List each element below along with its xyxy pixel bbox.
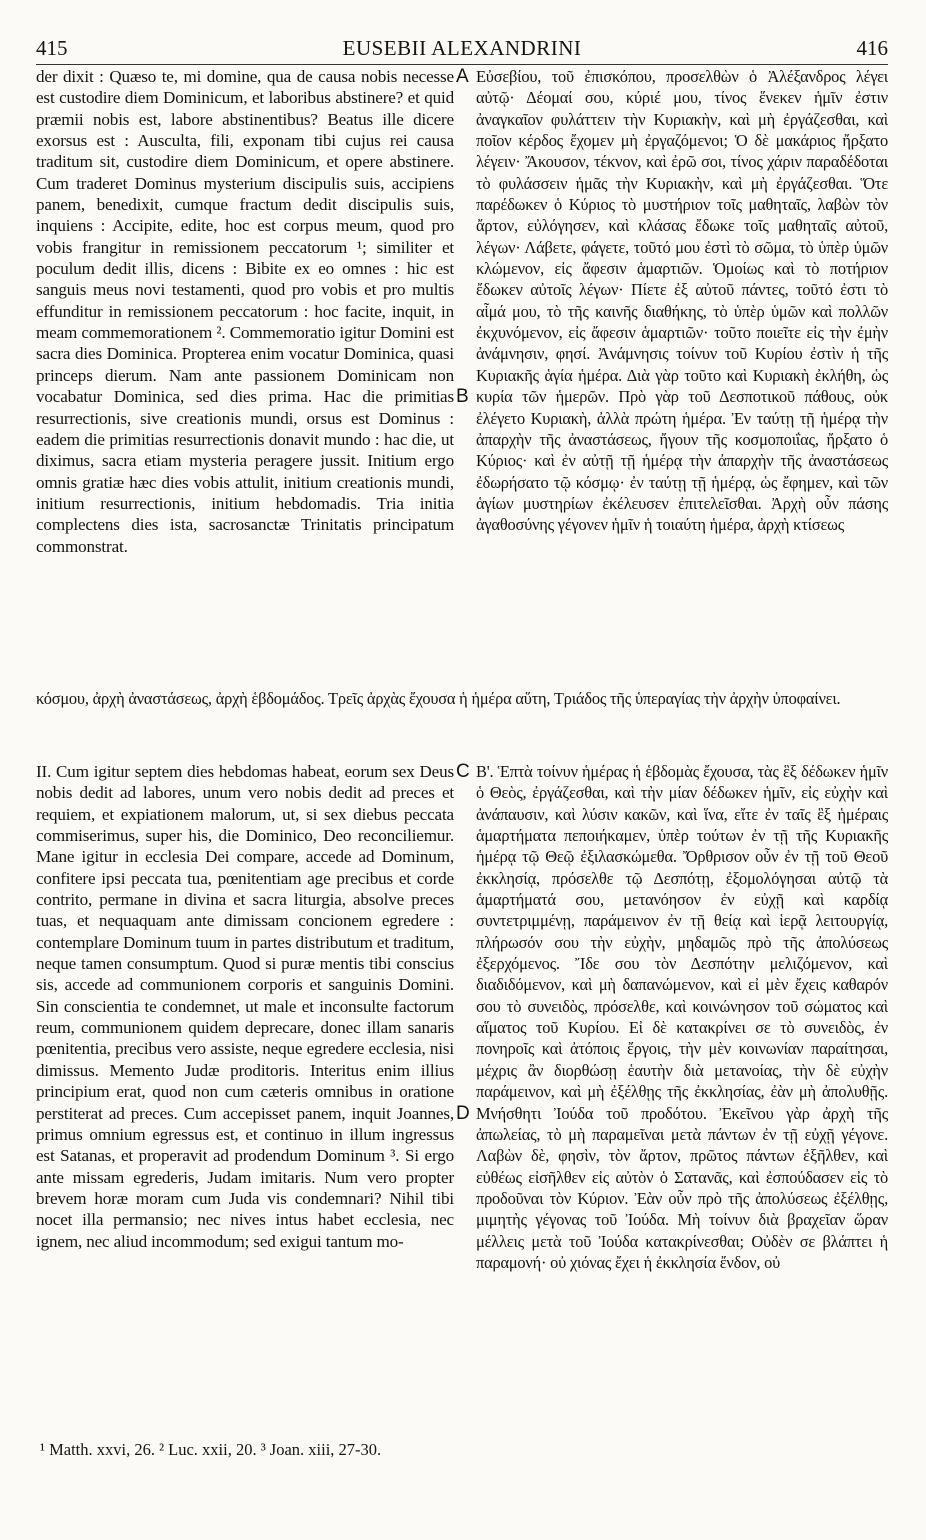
greek-fullwidth-text: κόσμου, ἀρχὴ ἀναστάσεως, ἀρχὴ ἑβδομάδος. Τρεῖς ἀρχὰς ἔχουσα ἡ ἡμέρα αὕτη, Τριάδος τῆς ὑπεραγίας τὴν ἀρχὴν ὑποφαίνει. — [36, 689, 841, 708]
page-number-left: 415 — [36, 36, 68, 60]
margin-letter-d: D — [456, 1103, 470, 1124]
latin-paragraph-1: der dixit : Quæso te, mi domine, qua de causa nobis necesse est custodire diem Dominicum, et laboribus abstinere? et quid præmii nobis est, labore abstinentibus? Beatus ille dicere exorsus est : Ausculta, fili, exponam tibi cujus rei causa traditum sit, custodire diem Dominicum, et opere abstinere. Cum traderet Dominus mysterium discipulis suis, accipiens panem, benedixit, cumque fractum dedit discipulis suis, inquiens : Accipite, edite, hoc est corpus meum, quod pro vobis frangitur in remissionem peccatorum ¹; similiter et poculum dedit illis, dicens : Bibite ex eo omnes : hic est sanguis meus novi testamenti, quod pro vobis et pro multis effunditur in remissionem peccatorum : hoc facite, inquit, in meam commemorationem ². Commemoratio igitur Domini est sacra dies Dominica. Propterea enim vocatur Dominica, quasi princeps dierum. Nam ante passionem Dominicam non vocabatur Dominica, sed dies prima. Hac die primitias resurrectionis, sive creationis mundi, orsus est Dominus : eadem die primitias resurrectionis donavit mundo : hac die, ut diximus, sacra etiam mysteria peragere jussit. Initium ergo omnis gratiæ hæc dies vobis attulit, initium creationis mundi, initium resurrectionis, initium hebdomadis. Tria initia complectens dies ista, sacrosanctæ Trinitatis principatum commonstrat. — [36, 67, 454, 556]
latin-column-top — [36, 66, 454, 557]
footnotes-text: ¹ Matth. xxvi, 26. ² Luc. xxii, 20. ³ Joan. xiii, 27-30. — [40, 1440, 382, 1459]
greek-paragraph-2: Β'. Ἑπτὰ τοίνυν ἡμέρας ἡ ἑβδομὰς ἔχουσα, τὰς ἓξ δέδωκεν ἡμῖν ὁ Θεὸς, ἐργάζεσθαι, καὶ τὴν μίαν δέδωκεν ἡμῖν, εἰς εὐχὴν καὶ ἀνάπαυσιν, καὶ λύσιν κακῶν, καὶ ἵνα, εἴτε ἐν ταῖς ἓξ ἡμέραις ἁμαρτήματα πεποιήκαμεν, ὑπὲρ τούτων ἐν τῇ τῆς Κυριακῆς ἡμέρᾳ τῷ Θεῷ ἐξιλασκώμεθα. Ὄρθρισον οὖν ἐν τῇ τοῦ Θεοῦ ἐκκλησίᾳ, πρόσελθε τῷ Δεσπότῃ, ἐξομολόγησαι αὐτῷ τὰ ἁμαρτήματά σου, μετανόησον ἐν εὐχῇ καὶ καρδίᾳ συντετριμμένῃ, παράμεινον ἐν τῇ θείᾳ καὶ ἱερᾷ λειτουργίᾳ, πλήρωσόν σου τὴν εὐχὴν, μηδαμῶς πρὸ τῆς ἀπολύσεως ἐξερχόμενος. Ἴδε σου τὸν Δεσπότην μελιζόμενον, καὶ διαδιδόμενον, καὶ μὴ δαπανώμενον, καὶ εἰ μὲν ἔχεις καθαρόν σου τὸ συνειδὸς, πρόσελθε, καὶ κοινώνησον τοῦ σώματος καὶ αἵματος τοῦ Κυρίου. Εἰ δὲ κατακρίνει σε τὸ συνειδὸς, ἐν πονηροῖς καὶ ἀτόποις ἔργοις, τὴν μὲν κοινωνίαν παραίτησαι, μέχρις ἂν διορθώσῃ ἑαυτὴν διὰ μετανοίας, τὴν δὲ εὐχὴν παράμεινον, καὶ μὴ ἐξέλθῃς τῆς ἐκκλησίας, ἐὰν μὴ ἀπολυθῇς. Μνήσθητι Ἰούδα τοῦ προδότου. Ἐκεῖνου γὰρ ἀρχὴ τῆς ἀπωλείας, τὸ μὴ παραμεῖναι μετὰ πάντων ἐν τῇ εὐχῇ γέγονε. Λαβὼν δὲ, φησὶν, τὸν ἄρτον, πρῶτος πάντων ἐξῆλθεν, καὶ εὐθέως εἰσῆλθεν εἰς αὐτὸν ὁ Σατανᾶς, καὶ ἐσπούδασεν εἰς τὸ προδοῦναι τὸν Κύριον. Ἐὰν οὖν πρὸ τῆς ἀπολύσεως ἐξέλθῃς, μιμητὴς γέγονας τοῦ Ἰούδα. Μὴ τοίνυν διὰ βραχεῖαν ὥραν μέλλεις μετὰ τοῦ Ἰούδα κατακρίνεσθαι; Οὐδὲν σε βλάπτει ἡ παραμονή· οὐ χιόνας ἔχει ἡ ἐκκλησία ἔνδον, οὐ — [476, 762, 888, 1272]
latin-column-bottom — [36, 761, 454, 1252]
greek-fullwidth-continuation — [36, 688, 888, 709]
footnotes — [40, 1440, 892, 1460]
latin-paragraph-2: II. Cum igitur septem dies hebdomas habeat, eorum sex Deus nobis dedit ad labores, unum vero nobis dedit ad preces et requiem, et expiationem malorum, ut, si sex diebus peccata commiserimus, super his, die Dominico, Deo reconciliemur. Mane igitur in ecclesia Dei compare, accede ad Dominum, confitere ipsi peccata tua, pœnitentiam age precibus et corde contrito, permane in divina et sacra liturgia, absolve preces tuas, et nequaquam ante dimissam concionem egredere : contemplare Dominum tuum in partes distributum et traditum, neque tamen consumptum. Quod si puræ mentis tibi conscius sis, accede ad communionem corporis et sanguinis Domini. Sin conscientia te condemnet, ut male et inconsulte factorum reum, communionem quidem deprecare, donec illam sanaris pœnitentia, precibus vero assiste, neque egredere ecclesia, nisi dimissus. Memento Judæ proditoris. Interitus enim illius principium erat, quod non cum cæteris omnibus in oratione perstiterat ad preces. Cum accepisset panem, inquit Joannes, primus omnium egressus est, et continuo in illum ingressus est Satanas, et properavit ad prodendum Dominum ³. Si ergo ante missam egrederis, Judam imitaris. Num vero propter brevem horæ moram cum Juda vis condemnari? Nihil tibi nocet illa permansio; nec nives intus habet ecclesia, nec ignem, nec aliud incommodum; sed exigui tantum mo- — [36, 762, 454, 1251]
margin-letter-b: B — [456, 386, 469, 407]
greek-paragraph-1: Εὐσεβίου, τοῦ ἐπισκόπου, προσελθὼν ὁ Ἀλέξανδρος λέγει αὐτῷ· Δέομαί σου, κύριέ μου, τίνος ἕνεκεν ἡμῖν ἐστιν ἀναγκαῖον φυλάττειν τὴν Κυριακὴν, καὶ μὴ ἐργάζεσθαι, καὶ ποῖον κέρδος ἔχομεν μὴ ἐργαζόμενοι; Ὁ δὲ μακάριος ἤρξατο λέγειν· Ἄκουσον, τέκνον, καὶ ἐρῶ σοι, τίνος χάριν παραδέδοται τὸ φυλάσσειν ἡμᾶς τὴν Κυριακὴν, καὶ μὴ ἐργάζεσθαι. Ὅτε παρέδωκεν ὁ Κύριος τὸ μυστήριον τοῖς μαθηταῖς, λαβὼν τὸν ἄρτον, εὐλόγησεν, καὶ κλάσας ἔδωκε τοῖς μαθηταῖς αὐτοῦ, λέγων· Λάβετε, φάγετε, τοῦτό μου ἐστὶ τὸ σῶμα, τὸ ὑπὲρ ὑμῶν κλώμενον, εἰς ἄφεσιν ἁμαρτιῶν. Ὁμοίως καὶ τὸ ποτήριον ἔδωκεν αὐτοῖς λέγων· Πίετε ἐξ αὐτοῦ πάντες, τοῦτό ἐστι τὸ αἷμά μου, τὸ τῆς καινῆς διαθήκης, τὸ ὑπὲρ ὑμῶν καὶ πολλῶν ἐκχυνόμενον, εἰς ἄφεσιν ἁμαρτιῶν· τοῦτο ποιεῖτε εἰς τὴν ἐμὴν ἀνάμνησιν, φησί. Ἀνάμνησις τοίνυν τοῦ Κυρίου ἐστὶν ἡ τῆς Κυριακῆς ἁγία ἡμέρα. Διὰ γὰρ τοῦτο καὶ Κυριακὴ ἐκλήθη, ὡς κυρία τῶν ἡμερῶν. Πρὸ γὰρ τοῦ Δεσποτικοῦ πάθους, οὐκ ἐλέγετο Κυριακὴ, ἀλλὰ πρώτη ἡμέρα. Ἐν ταύτῃ τῇ ἡμέρᾳ τὴν ἀπαρχὴν τῆς ἀναστάσεως, ἤγουν τῆς κοσμοποιΐας, ἤρξατο ὁ Κύριος· καὶ ἐν αὐτῇ τῇ ἡμέρᾳ τὴν ἀπαρχὴν τῆς ἀναστάσεως ἐδωρήσατο τῷ κόσμῳ· ἐν ταύτῃ τῇ ἡμέρᾳ, ὡς ἔφημεν, καὶ τῶν ἁγίων μυστηρίων ἐκέλευσεν ἐπιτελεῖσθαι. Ἀρχὴ οὖν πάσης ἀγαθοσύνης γέγονεν ἡμῖν ἡ τοιαύτη ἡμέρα, ἀρχὴ κτίσεως — [476, 67, 888, 535]
page-header — [36, 36, 888, 66]
page-number-right: 416 — [856, 36, 888, 60]
header-rule — [36, 64, 888, 65]
greek-column-bottom — [476, 761, 888, 1273]
running-title: EUSEBII ALEXANDRINI — [342, 36, 582, 60]
margin-letter-c: C — [456, 761, 470, 782]
greek-column-top — [476, 66, 888, 536]
margin-letter-a: A — [456, 66, 469, 87]
